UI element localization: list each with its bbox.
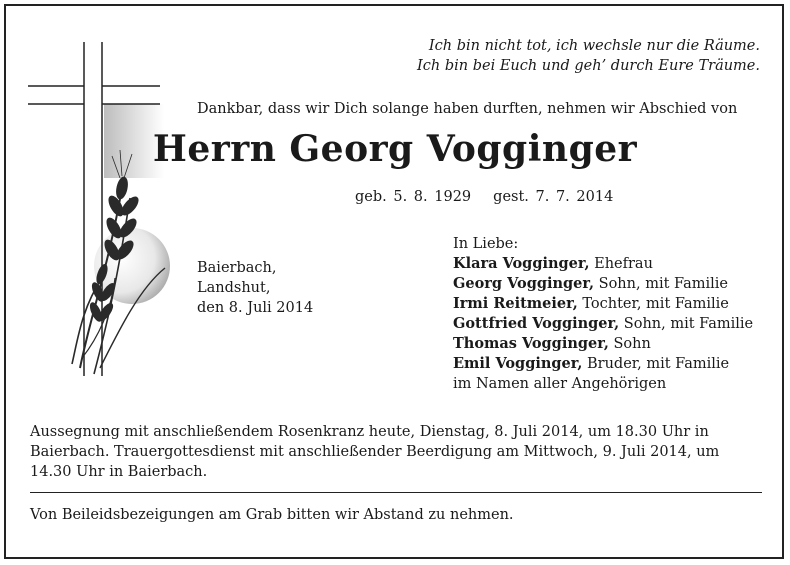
death-date: gest. 7. 7. 2014 [493, 189, 614, 205]
funeral-details: Aussegnung mit anschließendem Rosenkranz heute, Dienstag, 8. Juli 2014, um 18.30 Uhr in Baierbach. Trauergottesdienst mit anschließender Beerdigung am Mittwoch, 9. Juli 2014, um 14.30 Uhr in Baierbach. [30, 424, 720, 480]
mourner-relation: Tochter, mit Familie [577, 296, 729, 312]
mourner-entry [453, 314, 753, 334]
mourner-entry [453, 254, 753, 274]
mourner-relation: Ehefrau [589, 256, 653, 272]
deceased-name: Herrn Georg Vogginger [152, 128, 638, 170]
birth-date: geb. 5. 8. 1929 [355, 189, 472, 205]
mourners-list [453, 234, 753, 394]
date-line: den 8. Juli 2014 [197, 300, 314, 316]
mourner-name: Thomas Vogginger, [453, 335, 609, 352]
mourners-heading: In Liebe: [453, 236, 519, 252]
mourner-entry [453, 274, 753, 294]
mourner-relation: Sohn, mit Familie [594, 276, 728, 292]
epigraph-quote [417, 36, 760, 76]
mourner-relation: Bruder, mit Familie [582, 356, 730, 372]
mourner-name: Emil Vogginger, [453, 355, 583, 372]
mourner-name: Georg Vogginger, [453, 275, 595, 292]
life-dates [355, 189, 613, 205]
place-and-date [197, 258, 313, 318]
quote-line-2: Ich bin bei Euch und geh’ durch Eure Träume. [417, 58, 760, 74]
mourner-entry [453, 294, 753, 314]
mourner-name: Irmi Reitmeier, [453, 295, 578, 312]
place-line: Baierbach, [197, 260, 277, 276]
cross-icon [28, 42, 164, 376]
mourner-name: Klara Vogginger, [453, 255, 590, 272]
place-line: Landshut, [197, 280, 271, 296]
mourners-footer: im Namen aller Angehörigen [453, 376, 667, 392]
mourner-entry [453, 354, 753, 374]
mourner-name: Gottfried Vogginger, [453, 315, 620, 332]
mourner-relation: Sohn, mit Familie [619, 316, 754, 332]
quote-line-1: Ich bin nicht tot, ich wechsle nur die Räume. [428, 38, 760, 54]
cross-wheat-emblem [20, 38, 190, 388]
mourner-relation: Sohn [608, 336, 651, 352]
divider [30, 492, 762, 493]
intro-text: Dankbar, dass wir Dich solange haben durften, nehmen wir Abschied von [197, 101, 738, 117]
mourner-entry [453, 334, 753, 354]
closing-note: Von Beileidsbezeigungen am Grab bitten wir Abstand zu nehmen. [30, 507, 514, 523]
